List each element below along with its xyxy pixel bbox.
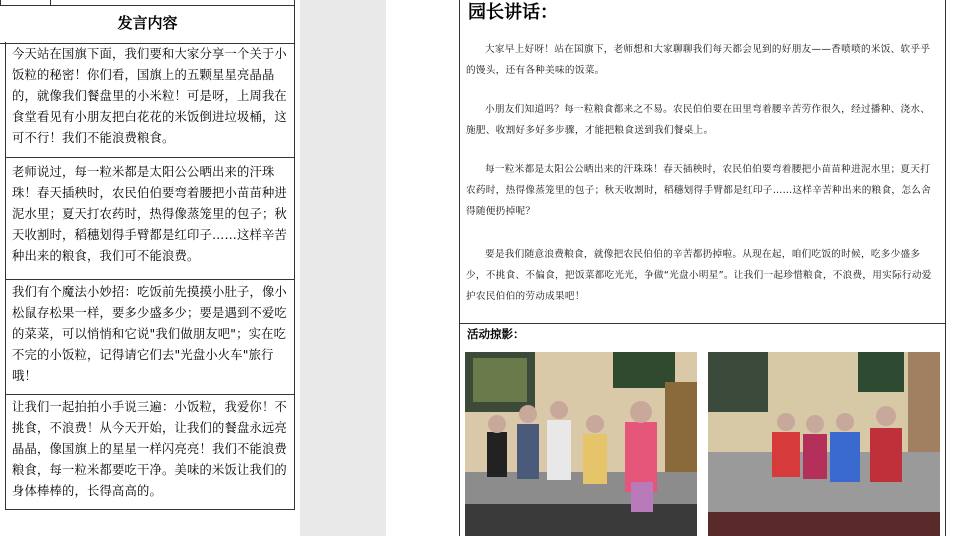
- frame-right-border: [945, 0, 946, 536]
- principal-paragraph-2: 小朋友们知道吗？每一粒粮食都来之不易。农民伯伯要在田里弯着腰辛苦劳作很久，经过播种、浇水、施肥、收割好多好多步骤，才能把粮食送到我们餐桌上。: [466, 104, 931, 136]
- right-page: [386, 0, 961, 536]
- table-row-divider: [5, 157, 295, 158]
- table-row-divider: [5, 394, 295, 395]
- speech-paragraph-1: 今天站在国旗下面，我们要和大家分享一个关于小饭粒的秘密！你们看，国旗上的五颗星星亮晶晶的，就像我们餐盘里的小米粒！可是呀，上周我在食堂看见有小朋友把白花花的米饭倒进垃圾桶，这可不行！我们不能浪费粮食。: [12, 47, 287, 145]
- left-page: [0, 0, 300, 536]
- frame-left-border: [459, 0, 460, 536]
- photos-label: 活动掠影：: [467, 327, 525, 341]
- table-right-border: [294, 0, 295, 510]
- activity-photo-1: [465, 352, 697, 536]
- table-left-border: [5, 42, 6, 510]
- speech-paragraph-4: 让我们一起拍拍小手说三遍：小饭粒，我爱你！不挑食，不浪费！从今天开始，让我们的餐盘永远亮晶晶，像国旗上的星星一样闪亮亮！我们不能浪费粮食，每一粒米都要吃干净。美味的米饭让我们的身体棒棒的，长得高高的。: [12, 400, 287, 498]
- speech-paragraph-3: 我们有个魔法小妙招：吃饭前先摸摸小肚子，像小松鼠存松果一样，要多少盛多少；要是遇到不爱吃的菜菜，可以悄悄和它说"我们做朋友吧"；实在吃不完的小饭粒，记得请它们去"光盘小火车"旅行哦！: [12, 285, 287, 383]
- table-header-row: [0, 5, 295, 44]
- table-bottom-border: [5, 509, 295, 510]
- table-header: 发言内容: [117, 14, 178, 32]
- page-title: 园长讲话：: [468, 2, 558, 23]
- activity-photo-2: [708, 352, 940, 536]
- section-divider: [459, 323, 946, 324]
- principal-paragraph-1: 大家早上好呀！站在国旗下，老师想和大家聊聊我们每天都会见到的好朋友——香喷喷的米饭、软乎乎的馒头，还有各种美味的饭菜。: [466, 44, 931, 76]
- speech-paragraph-2: 老师说过，每一粒米都是太阳公公晒出来的汗珠珠！春天插秧时，农民伯伯要弯着腰把小苗苗种进泥水里；夏天打农药时，热得像蒸笼里的包子；秋天收割时，稻穗划得手臂都是红印子……这样辛苦种出来的粮食，我们可不能浪费。: [12, 165, 287, 263]
- table-row-divider: [5, 279, 295, 280]
- principal-paragraph-4: 要是我们随意浪费粮食，就像把农民伯伯的辛苦都扔掉啦。从现在起，咱们吃饭的时候，吃多少盛多少，不挑食、不偏食，把饭菜都吃光光，争做“光盘小明星”。让我们一起珍惜粮食，不浪费，用实际行动爱护农民伯伯的劳动成果吧！: [466, 249, 932, 302]
- principal-paragraph-3: 每一粒米都是太阳公公晒出来的汗珠珠！春天插秧时，农民伯伯要弯着腰把小苗苗种进泥水里；夏天打农药时，热得像蒸笼里的包子；秋天收割时，稻穗划得手臂都是红印子……这样辛苦种出来的粮食，怎么舍得随便扔掉呢？: [466, 164, 932, 217]
